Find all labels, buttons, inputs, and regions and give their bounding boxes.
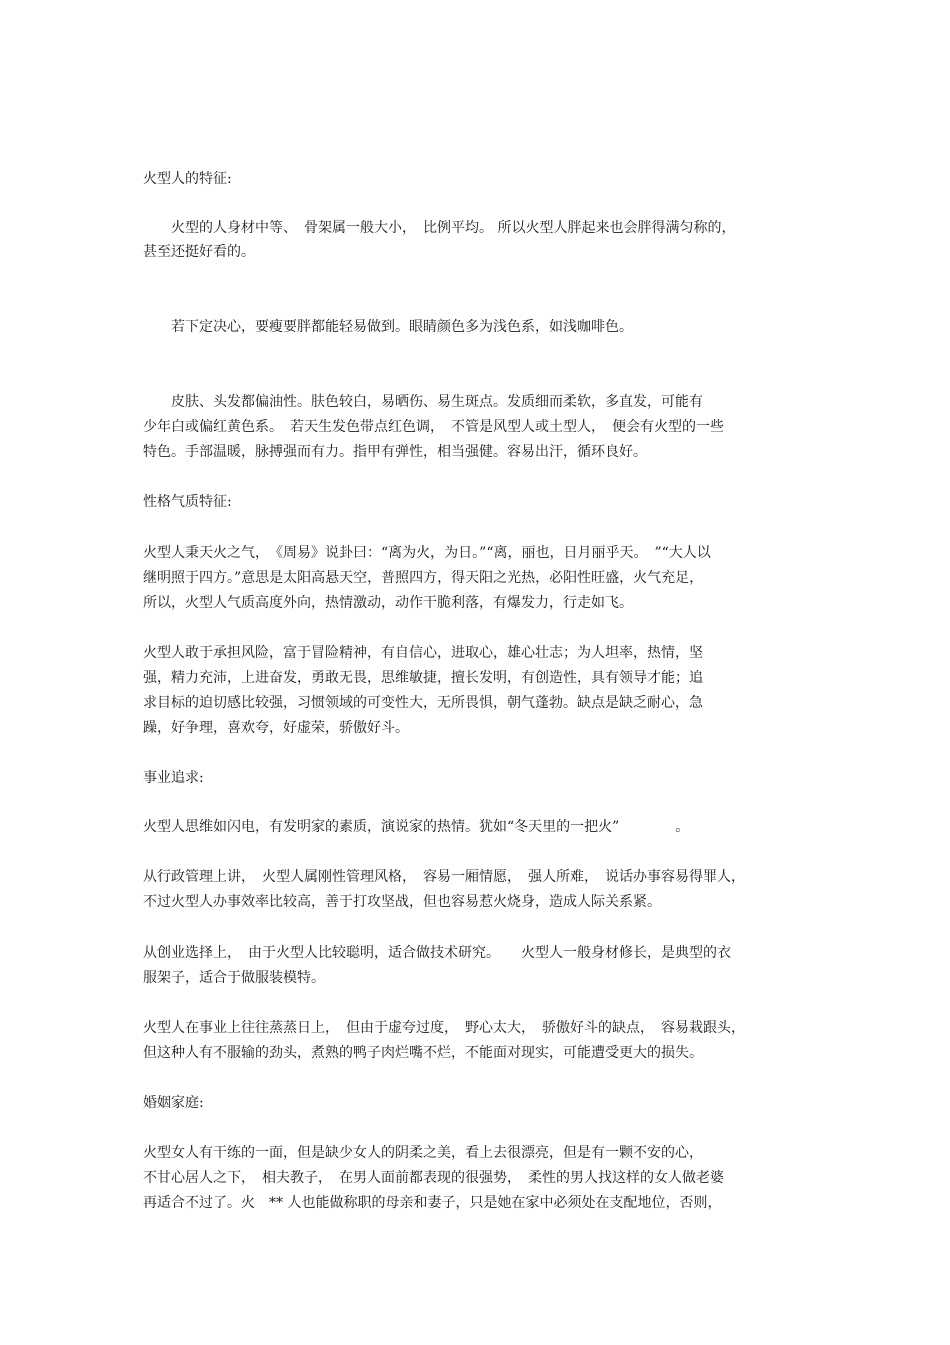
text-line: 从创业选择上， 由于火型人比较聪明，适合做技术研究。 火型人一般身材修长，是典型的衣: [143, 945, 731, 961]
text-line: 火型人思维如闪电，有发明家的素质，演说家的热情。犹如“冬天里的一把火” 。: [143, 819, 690, 835]
text-line: 再适合不过了。火 ** 人也能做称职的母亲和妻子，只是她在家中必须处在支配地位，否则，: [143, 1195, 722, 1211]
text-line: 特色。手部温暖，脉搏强而有力。指甲有弹性，相当强健。容易出汗，循环良好。: [143, 444, 647, 460]
text-line: 火型人在事业上往往蒸蒸日上， 但由于虚夸过度， 野心太大， 骄傲好斗的缺点， 容易栽跟头，: [143, 1020, 745, 1036]
text-line: 不过火型人办事效率比较高，善于打攻坚战，但也容易惹火烧身，造成人际关系紧。: [143, 894, 661, 910]
text-line: 若下定决心，要瘦要胖都能轻易做到。眼睛颜色多为浅色系，如浅咖啡色。: [143, 319, 633, 335]
text-line: 火型人敢于承担风险，富于冒险精神，有自信心，进取心，雄心壮志；为人坦率，热情，坚: [143, 645, 703, 661]
text-line: 皮肤、头发都偏油性。肤色较白，易晒伤、易生斑点。发质细而柔软，多直发，可能有: [143, 394, 703, 410]
text-line: 但这种人有不服输的劲头，煮熟的鸭子肉烂嘴不烂，不能面对现实，可能遭受更大的损失。: [143, 1045, 703, 1061]
text-line: 火型女人有干练的一面，但是缺少女人的阴柔之美，看上去很漂亮，但是有一颗不安的心，: [143, 1145, 703, 1161]
text-line: 躁，好争理，喜欢夸，好虚荣，骄傲好斗。: [143, 720, 409, 736]
text-line: 继明照于四方。”意思是太阳高悬天空，普照四方，得天阳之光热，必阳性旺盛，火气充足，: [143, 570, 704, 586]
heading-marriage-family: 婚姻家庭:: [143, 1095, 204, 1111]
text-line: 甚至还挺好看的。: [143, 244, 255, 260]
text-line: 不甘心居人之下， 相夫教子， 在男人面前都表现的很强势， 柔性的男人找这样的女人做老婆: [143, 1170, 724, 1186]
heading-fire-type-features: 火型人的特征:: [143, 171, 232, 187]
text-line: 所以，火型人气质高度外向，热情激动，动作干脆利落，有爆发力，行走如飞。: [143, 595, 633, 611]
heading-career: 事业追求:: [143, 770, 204, 786]
text-line: 服架子，适合于做服装模特。: [143, 970, 325, 986]
text-line: 强，精力充沛，上进奋发，勇敢无畏，思维敏捷，擅长发明，有创造性，具有领导才能；追: [143, 670, 703, 686]
text-line: 从行政管理上讲， 火型人属刚性管理风格， 容易一厢情愿， 强人所难， 说话办事容易得罪人，: [143, 869, 745, 885]
heading-personality: 性格气质特征:: [143, 494, 232, 510]
text-line: 求目标的迫切感比较强，习惯领域的可变性大，无所畏惧，朝气蓬勃。缺点是缺乏耐心，急: [143, 695, 703, 711]
text-line: 少年白或偏红黄色系。 若天生发色带点红色调， 不管是风型人或土型人， 便会有火型的一些: [143, 419, 724, 435]
text-line: 火型人秉天火之气， 《周易》说卦曰：“离为火，为日。”“离，丽也，日月丽乎天。 ”“大人以: [143, 545, 711, 561]
text-line: 火型的人身材中等、 骨架属一般大小， 比例平均。 所以火型人胖起来也会胖得满匀称的，: [143, 220, 736, 236]
